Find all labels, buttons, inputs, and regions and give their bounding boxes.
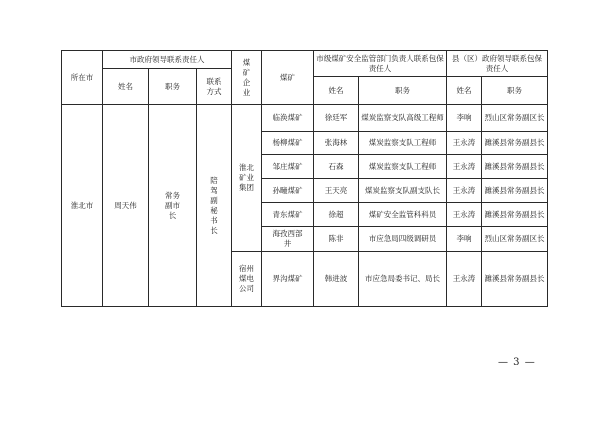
header-leader-position: 职务 <box>149 69 197 105</box>
county-name-cell: 李响 <box>447 227 482 252</box>
dept-position-cell: 市应急局委书记、局长 <box>359 252 447 307</box>
dept-position-cell: 煤矿安全监管科科员 <box>359 203 447 227</box>
county-name-cell: 王永涛 <box>447 132 482 155</box>
dept-name-cell: 陈非 <box>314 227 359 252</box>
header-county-name: 姓名 <box>447 77 482 105</box>
header-dept-position: 职务 <box>359 77 447 105</box>
page-number: — 3 — <box>498 357 536 368</box>
county-name-cell: 王永涛 <box>447 203 482 227</box>
header-city-leader: 市政府领导联系责任人 <box>103 51 232 69</box>
mine-cell: 孙疃煤矿 <box>262 179 314 203</box>
mine-cell: 海孜西部井 <box>262 227 314 252</box>
header-dept-name: 姓名 <box>314 77 359 105</box>
county-position-cell: 濉溪县常务副县长 <box>482 252 548 307</box>
county-name-cell: 王永涛 <box>447 179 482 203</box>
company-cell: 宿州煤电公司 <box>232 252 262 307</box>
county-name-cell: 王永涛 <box>447 252 482 307</box>
mine-cell: 临涣煤矿 <box>262 105 314 132</box>
dept-name-cell: 张海林 <box>314 132 359 155</box>
dept-name-cell: 韩进波 <box>314 252 359 307</box>
dept-position-cell: 煤炭监察支队工程师 <box>359 155 447 179</box>
county-position-cell: 濉溪县常务副县长 <box>482 179 548 203</box>
mine-cell: 杨柳煤矿 <box>262 132 314 155</box>
dept-name-cell: 王天亮 <box>314 179 359 203</box>
county-position-cell: 濉溪县常务副县长 <box>482 203 548 227</box>
county-position-cell: 濉溪县常务副县长 <box>482 132 548 155</box>
mine-cell: 邹庄煤矿 <box>262 155 314 179</box>
county-name-cell: 李响 <box>447 105 482 132</box>
city-cell: 淮北市 <box>62 105 103 307</box>
header-county-position: 职务 <box>482 77 548 105</box>
header-company: 煤矿企业 <box>232 51 262 105</box>
responsibility-table <box>61 50 548 307</box>
mine-cell: 青东煤矿 <box>262 203 314 227</box>
county-position-cell: 烈山区常务副区长 <box>482 105 548 132</box>
dept-name-cell: 徐廷军 <box>314 105 359 132</box>
county-name-cell: 王永涛 <box>447 155 482 179</box>
header-city: 所在市 <box>62 51 103 105</box>
header-leader-contact: 联系方式 <box>197 69 232 105</box>
company-cell: 淮北矿业集团 <box>232 105 262 252</box>
county-position-cell: 烈山区常务副区长 <box>482 227 548 252</box>
dept-position-cell: 煤炭监察支队高级工程师 <box>359 105 447 132</box>
dept-position-cell: 市应急局四级调研员 <box>359 227 447 252</box>
dept-position-cell: 煤炭监察支队副支队长 <box>359 179 447 203</box>
header-county: 县（区）政府领导联系包保责任人 <box>447 51 548 77</box>
dept-name-cell: 徐超 <box>314 203 359 227</box>
leader-contact-cell: 陪驾副秘书长 <box>197 105 232 307</box>
header-city-dept: 市级煤矿安全监管部门负责人联系包保责任人 <box>314 51 447 77</box>
header-leader-name: 姓名 <box>103 69 149 105</box>
county-position-cell: 濉溪县常务副县长 <box>482 155 548 179</box>
mine-cell: 界沟煤矿 <box>262 252 314 307</box>
leader-position-cell: 常务副市长 <box>149 105 197 307</box>
leader-name-cell: 周天伟 <box>103 105 149 307</box>
header-mine: 煤矿 <box>262 51 314 105</box>
dept-name-cell: 石森 <box>314 155 359 179</box>
dept-position-cell: 煤炭监察支队工程师 <box>359 132 447 155</box>
